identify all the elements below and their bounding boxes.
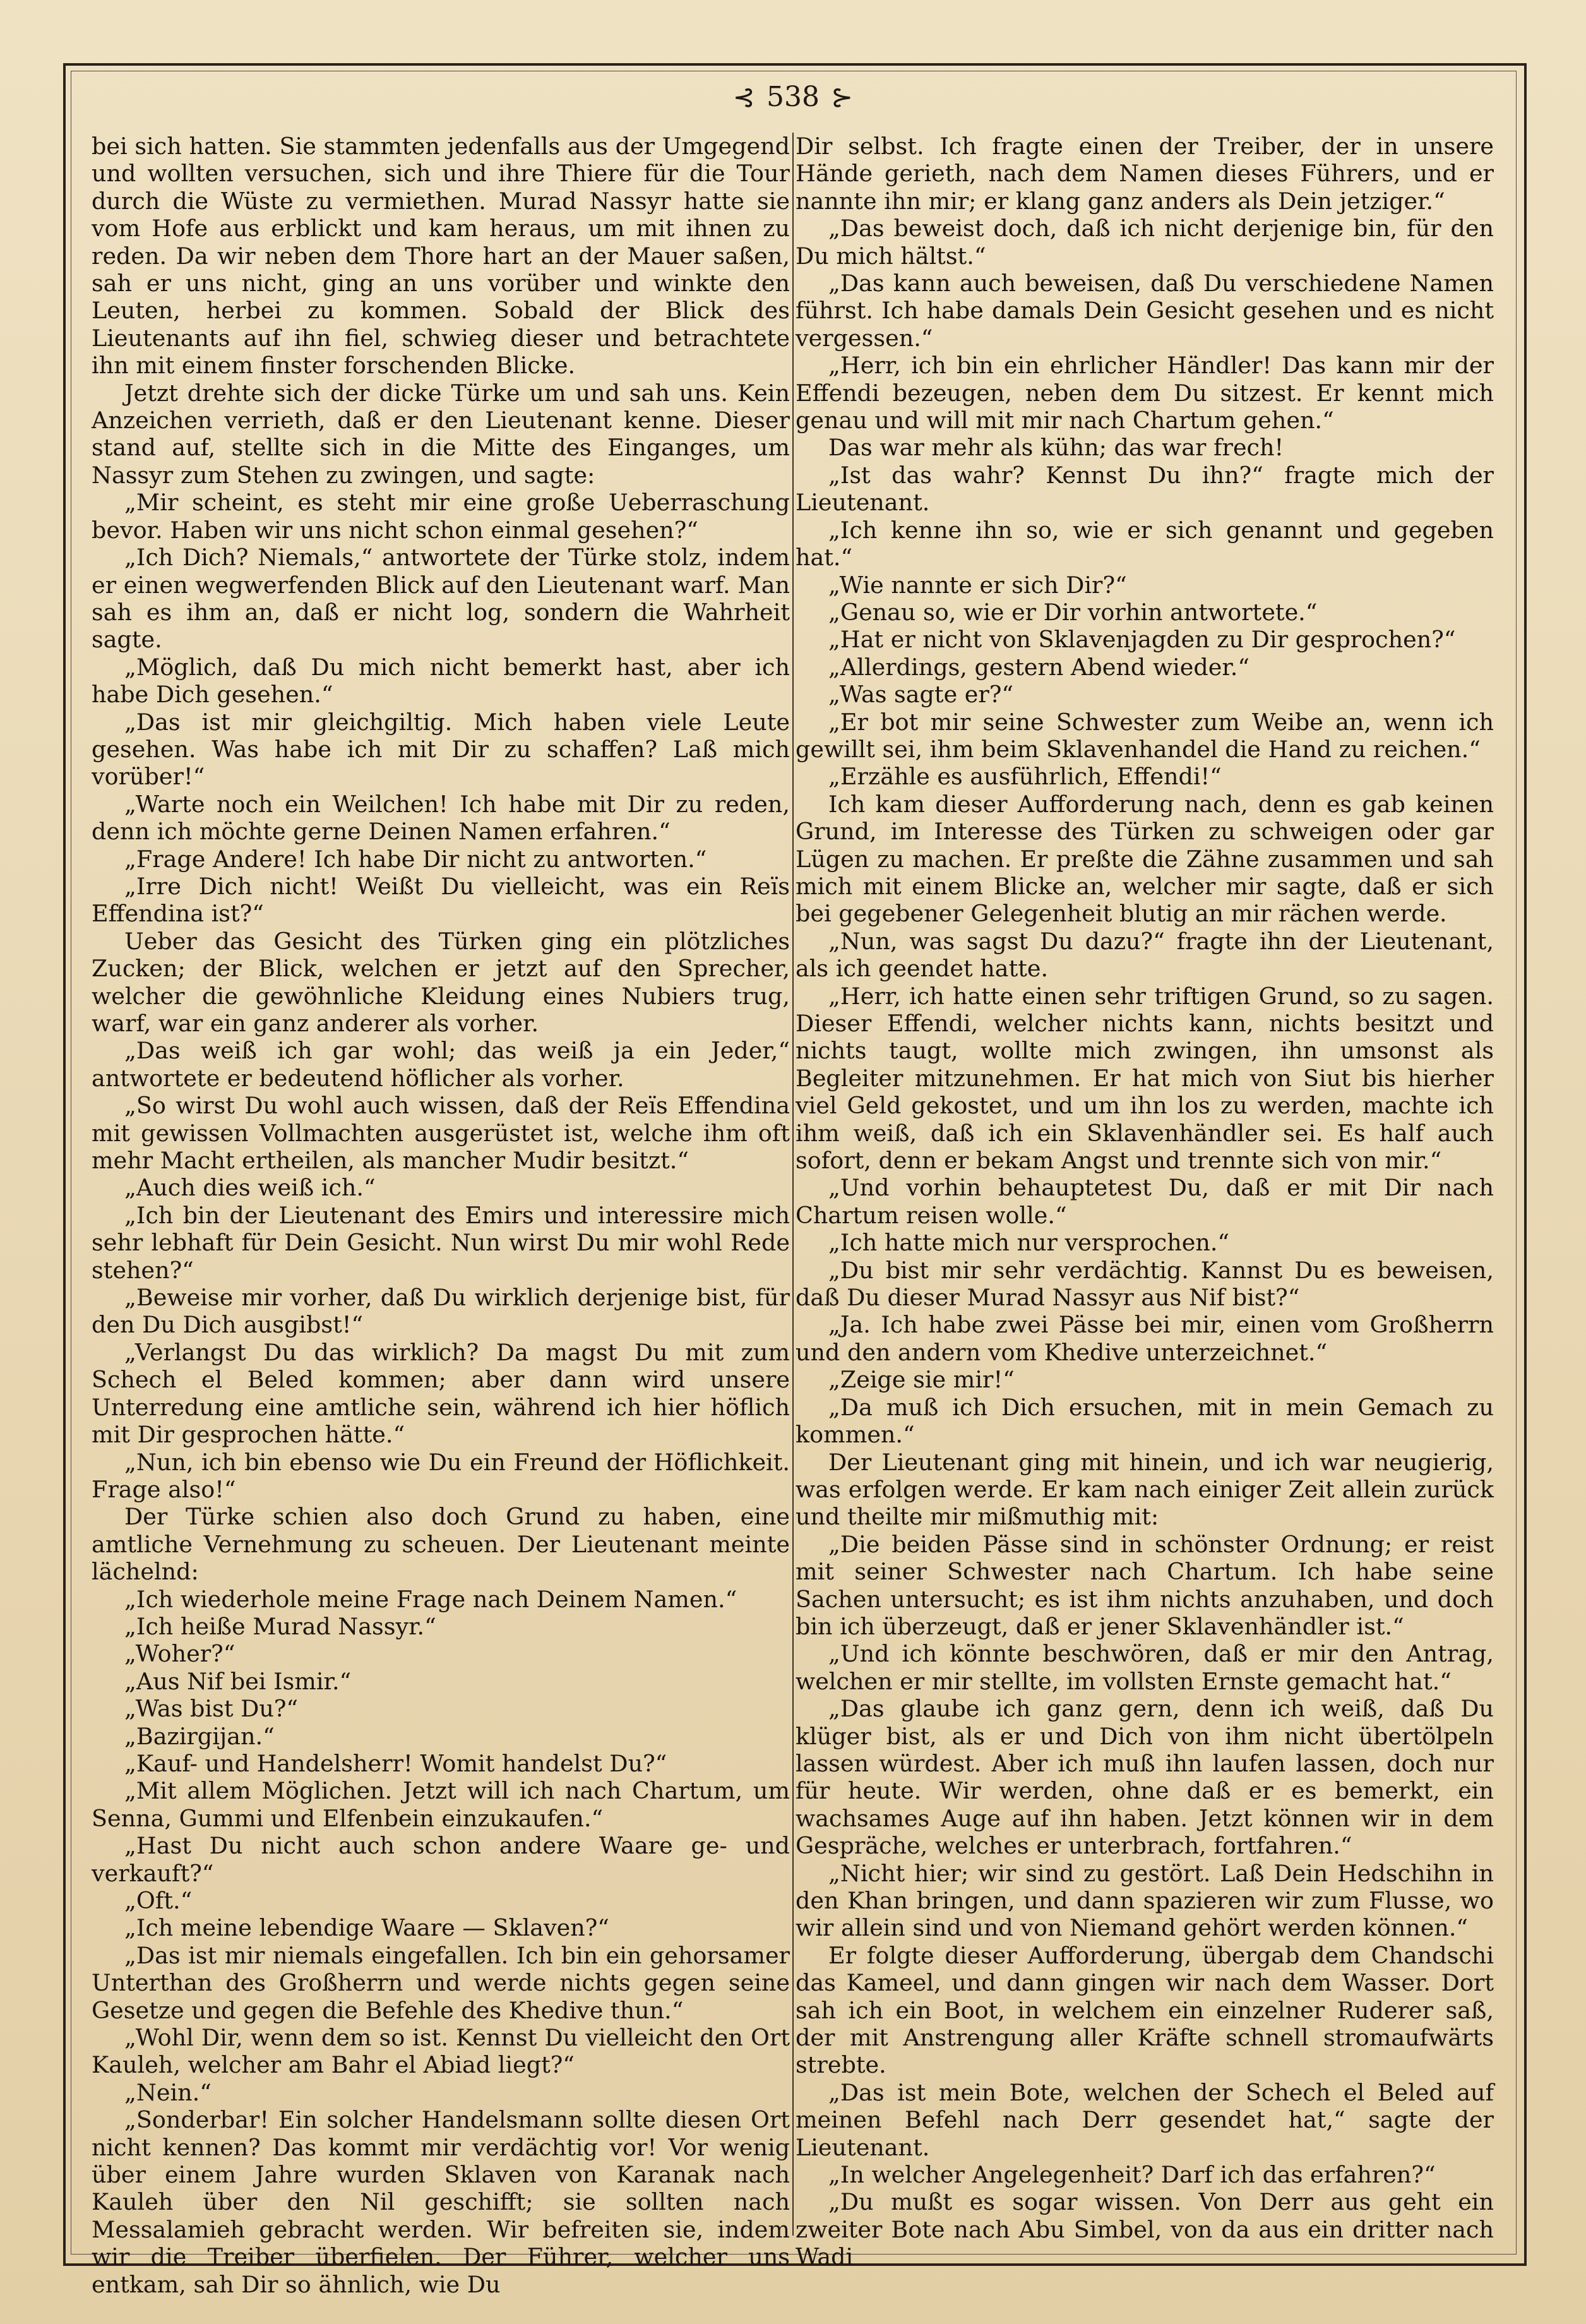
paragraph: „So wirst Du wohl auch wissen, daß der Reïs Effendina mit gewissen Vollmachten ausgerüstet ist, welche ihm oft mehr Macht ertheilen, als mancher Mudir besitzt.“: [92, 1092, 790, 1175]
paragraph: „Ich wiederhole meine Frage nach Deinem Namen.“: [124, 1585, 737, 1613]
paragraph: „Bazirgijan.“: [124, 1722, 275, 1750]
paragraph: „Woher?“: [124, 1640, 236, 1668]
paragraph: „Aus Nif bei Ismir.“: [124, 1667, 352, 1695]
paragraph: „Genau so, wie er Dir vorhin antwortete.“: [828, 598, 1318, 626]
paragraph: „Das ist mir gleichgiltig. Mich haben viele Leute gesehen. Was habe ich mit Dir zu schaffen? Laß mich vorüber!“: [92, 708, 790, 791]
paragraph: Der Lieutenant ging mit hinein, und ich war neugierig, was erfolgen werde. Er kam nach einiger Zeit allein zurück und theilte mir mißmuthig mit:: [796, 1448, 1494, 1531]
paragraph: Jetzt drehte sich der dicke Türke um und sah uns. Kein Anzeichen verrieth, daß er den Lieutenant kenne. Dieser stand auf, stellte sich in die Mitte des Einganges, um Nassyr zum Stehen zu zwingen, und sagte:: [92, 379, 790, 489]
ornament-right-icon: ⊱: [830, 81, 854, 112]
paragraph: „In welcher Angelegenheit? Darf ich das erfahren?“: [828, 2161, 1436, 2189]
paragraph: „Kauf- und Handelsherr! Womit handelst Du?“: [124, 1749, 667, 1777]
paragraph: „Ich Dich? Niemals,“ antwortete der Türke stolz, indem er einen wegwerfenden Blick auf den Lieutenant warf. Man sah es ihm an, daß er nicht log, sondern die Wahrheit sagte.: [92, 544, 790, 654]
paragraph: „Das kann auch beweisen, daß Du verschiedene Namen führst. Ich habe damals Dein Gesicht gesehen und es nicht vergessen.“: [796, 270, 1494, 352]
paragraph: „Hat er nicht von Sklavenjagden zu Dir gesprochen?“: [828, 626, 1456, 654]
paragraph: „Ja. Ich habe zwei Pässe bei mir, einen vom Großherrn und den andern vom Khedive unterzeichnet.“: [796, 1311, 1494, 1366]
paragraph: Ich kam dieser Aufforderung nach, denn es gab keinen Grund, im Interesse des Türken zu schweigen oder gar Lügen zu machen. Er preßte die Zähne zusammen und sah mich mit einem Blicke an, welcher mir sagte, daß er sich bei gegebener Gelegenheit blutig an mir rächen werde.: [796, 790, 1494, 928]
paragraph: „Wohl Dir, wenn dem so ist. Kennst Du vielleicht den Ort Kauleh, welcher am Bahr el Abiad liegt?“: [92, 2024, 790, 2079]
paragraph: „Warte noch ein Weilchen! Ich habe mit Dir zu reden, denn ich möchte gerne Deinen Namen erfahren.“: [92, 790, 790, 846]
paragraph: Ueber das Gesicht des Türken ging ein plötzliches Zucken; der Blick, welchen er jetzt auf den Sprecher, welcher die gewöhnliche Kleidung eines Nubiers trug, warf, war ein ganz anderer als vorher.: [92, 927, 790, 1037]
paragraph: „Er bot mir seine Schwester zum Weibe an, wenn ich gewillt sei, ihm beim Sklavenhandel die Hand zu reichen.“: [796, 708, 1494, 763]
paragraph: „Frage Andere! Ich habe Dir nicht zu antworten.“: [124, 845, 707, 873]
paragraph: „Nun, ich bin ebenso wie Du ein Freund der Höflichkeit. Frage also!“: [92, 1448, 790, 1503]
paragraph: „Mir scheint, es steht mir eine große Ueberraschung bevor. Haben wir uns nicht schon einmal gesehen?“: [92, 489, 790, 544]
paragraph: „Zeige sie mir!“: [828, 1366, 1015, 1394]
paragraph: „Und vorhin behauptetest Du, daß er mit Dir nach Chartum reisen wolle.“: [796, 1174, 1494, 1229]
paragraph: „Was bist Du?“: [124, 1695, 299, 1723]
paragraph: „Du mußt es sogar wissen. Von Derr aus geht ein zweiter Bote nach Abu Simbel, von da aus ein dritter nach Wadi: [796, 2188, 1494, 2271]
paragraph: „Ist das wahr? Kennst Du ihn?“ fragte mich der Lieutenant.: [796, 461, 1494, 517]
ornament-left-icon: ⊰: [732, 81, 755, 112]
paragraph: „Nicht hier; wir sind zu gestört. Laß Dein Hedschihn in den Khan bringen, und dann spazieren wir zum Flusse, wo wir allein sind und von Niemand gehört werden können.“: [796, 1859, 1494, 1942]
paragraph: „Ich heiße Murad Nassyr.“: [124, 1612, 436, 1640]
paragraph: „Irre Dich nicht! Weißt Du vielleicht, was ein Reïs Effendina ist?“: [92, 872, 790, 928]
column-divider: [792, 133, 794, 2236]
page-header: [0, 81, 1586, 113]
paragraph: „Nun, was sagst Du dazu?“ fragte ihn der Lieutenant, als ich geendet hatte.: [796, 927, 1494, 983]
paragraph: „Verlangst Du das wirklich? Da magst Du mit zum Schech el Beled kommen; aber dann wird unsere Unterredung eine amtliche sein, während ich hier höflich mit Dir gesprochen hätte.“: [92, 1338, 790, 1449]
paragraph: „Ich hatte mich nur versprochen.“: [828, 1229, 1230, 1257]
paragraph: „Ich kenne ihn so, wie er sich genannt und gegeben hat.“: [796, 516, 1494, 572]
paragraph: „Die beiden Pässe sind in schönster Ordnung; er reist mit seiner Schwester nach Chartum. Ich habe seine Sachen untersucht; es ist ihm nichts anzuhaben, und doch bin ich überzeugt, daß er jener Sklavenhändler ist.“: [796, 1530, 1494, 1640]
paragraph: „Herr, ich bin ein ehrlicher Händler! Das kann mir der Effendi bezeugen, neben dem Du sitzest. Er kennt mich genau und will mit mir nach Chartum gehen.“: [796, 352, 1494, 434]
paragraph: bei sich hatten. Sie stammten jedenfalls aus der Umgegend und wollten versuchen, sich und ihre Thiere für die Tour durch die Wüste zu vermiethen. Murad Nassyr hatte sie vom Hofe aus erblickt und kam heraus, um mit ihnen zu reden. Da wir neben dem Thore hart an der Mauer saßen, sah er uns nicht, ging an uns vorüber und winkte den Leuten, herbei zu kommen. Sobald der Blick des Lieutenants auf ihn fiel, schwieg dieser und betrachtete ihn mit einem finster forschenden Blicke.: [92, 133, 790, 380]
paragraph: „Nein.“: [124, 2078, 212, 2106]
paragraph: „Was sagte er?“: [828, 681, 1014, 709]
paragraph: „Möglich, daß Du mich nicht bemerkt hast, aber ich habe Dich gesehen.“: [92, 653, 790, 709]
paragraph: „Du bist mir sehr verdächtig. Kannst Du es beweisen, daß Du dieser Murad Nassyr aus Nif bist?“: [796, 1256, 1494, 1312]
paragraph: „Das ist mein Bote, welchen der Schech el Beled auf meinen Befehl nach Derr gesendet hat,“ sagte der Lieutenant.: [796, 2078, 1494, 2161]
paragraph: „Herr, ich hatte einen sehr triftigen Grund, so zu sagen. Dieser Effendi, welcher nichts kann, nichts besitzt und nichts taugt, wollte mich zwingen, ihn umsonst als Begleiter mitzunehmen. Er hat mich von Siut bis hierher viel Geld gekostet, und um ihn los zu werden, machte ich ihm weiß, daß ich ein Sklavenhändler sei. Es half auch sofort, denn er bekam Angst und trennte sich von mir.“: [796, 982, 1494, 1175]
paragraph: „Mit allem Möglichen. Jetzt will ich nach Chartum, um Senna, Gummi und Elfenbein einzukaufen.“: [92, 1777, 790, 1832]
paragraph: „Erzähle es ausführlich, Effendi!“: [828, 763, 1222, 791]
paragraph: „Und ich könnte beschwören, daß er mir den Antrag, welchen er mir stellte, im vollsten Ernste gemacht hat.“: [796, 1640, 1494, 1695]
paragraph: „Das weiß ich gar wohl; das weiß ja ein Jeder,“ antwortete er bedeutend höflicher als vorher.: [92, 1037, 790, 1092]
paragraph: „Das ist mir niemals eingefallen. Ich bin ein gehorsamer Unterthan des Großherrn und werde nichts gegen seine Gesetze und gegen die Befehle des Khedive thun.“: [92, 1941, 790, 2024]
paragraph: Dir selbst. Ich fragte einen der Treiber, der in unsere Hände gerieth, nach dem Namen dieses Führers, und er nannte ihn mir; er klang ganz anders als Dein jetziger.“: [796, 133, 1494, 215]
right-column: [796, 133, 1494, 2271]
paragraph: „Oft.“: [124, 1887, 193, 1914]
paragraph: „Hast Du nicht auch schon andere Waare ge- und verkauft?“: [92, 1832, 790, 1887]
left-column: [92, 133, 790, 2298]
paragraph: „Ich meine lebendige Waare — Sklaven?“: [124, 1914, 609, 1942]
page-number: 538: [766, 81, 820, 113]
paragraph: „Das beweist doch, daß ich nicht derjenige bin, für den Du mich hältst.“: [796, 215, 1494, 270]
paragraph: Er folgte dieser Aufforderung, übergab dem Chandschi das Kameel, und dann gingen wir nach dem Wasser. Dort sah ich ein Boot, in welchem ein einzelner Ruderer saß, der mit Anstrengung aller Kräfte schnell stromaufwärts strebte.: [796, 1941, 1494, 2079]
paragraph: „Ich bin der Lieutenant des Emirs und interessire mich sehr lebhaft für Dein Gesicht. Nun wirst Du mir wohl Rede stehen?“: [92, 1201, 790, 1284]
paragraph: „Allerdings, gestern Abend wieder.“: [828, 653, 1250, 681]
paragraph: „Wie nannte er sich Dir?“: [828, 571, 1127, 599]
paragraph: „Auch dies weiß ich.“: [124, 1174, 376, 1202]
paragraph: Der Türke schien also doch Grund zu haben, eine amtliche Vernehmung zu scheuen. Der Lieutenant meinte lächelnd:: [92, 1503, 790, 1586]
paragraph: Das war mehr als kühn; das war frech!: [828, 434, 1284, 462]
paragraph: „Sonderbar! Ein solcher Handelsmann sollte diesen Ort nicht kennen? Das kommt mir verdächtig vor! Vor wenig über einem Jahre wurden Sklaven von Karanak nach Kauleh über den Nil geschifft; sie sollten nach Messalamieh gebracht werden. Wir befreiten sie, indem wir die Treiber überfielen. Der Führer, welcher uns entkam, sah Dir so ähnlich, wie Du: [92, 2106, 790, 2298]
paragraph: „Beweise mir vorher, daß Du wirklich derjenige bist, für den Du Dich ausgibst!“: [92, 1284, 790, 1339]
paragraph: „Da muß ich Dich ersuchen, mit in mein Gemach zu kommen.“: [796, 1393, 1494, 1449]
paragraph: „Das glaube ich ganz gern, denn ich weiß, daß Du klüger bist, als er und Dich von ihm nicht übertölpeln lassen würdest. Aber ich muß ihn laufen lassen, doch nur für heute. Wir werden, ohne daß er es bemerkt, ein wachsames Auge auf ihn haben. Jetzt können wir in dem Gespräche, welches er unterbrach, fortfahren.“: [796, 1695, 1494, 1860]
